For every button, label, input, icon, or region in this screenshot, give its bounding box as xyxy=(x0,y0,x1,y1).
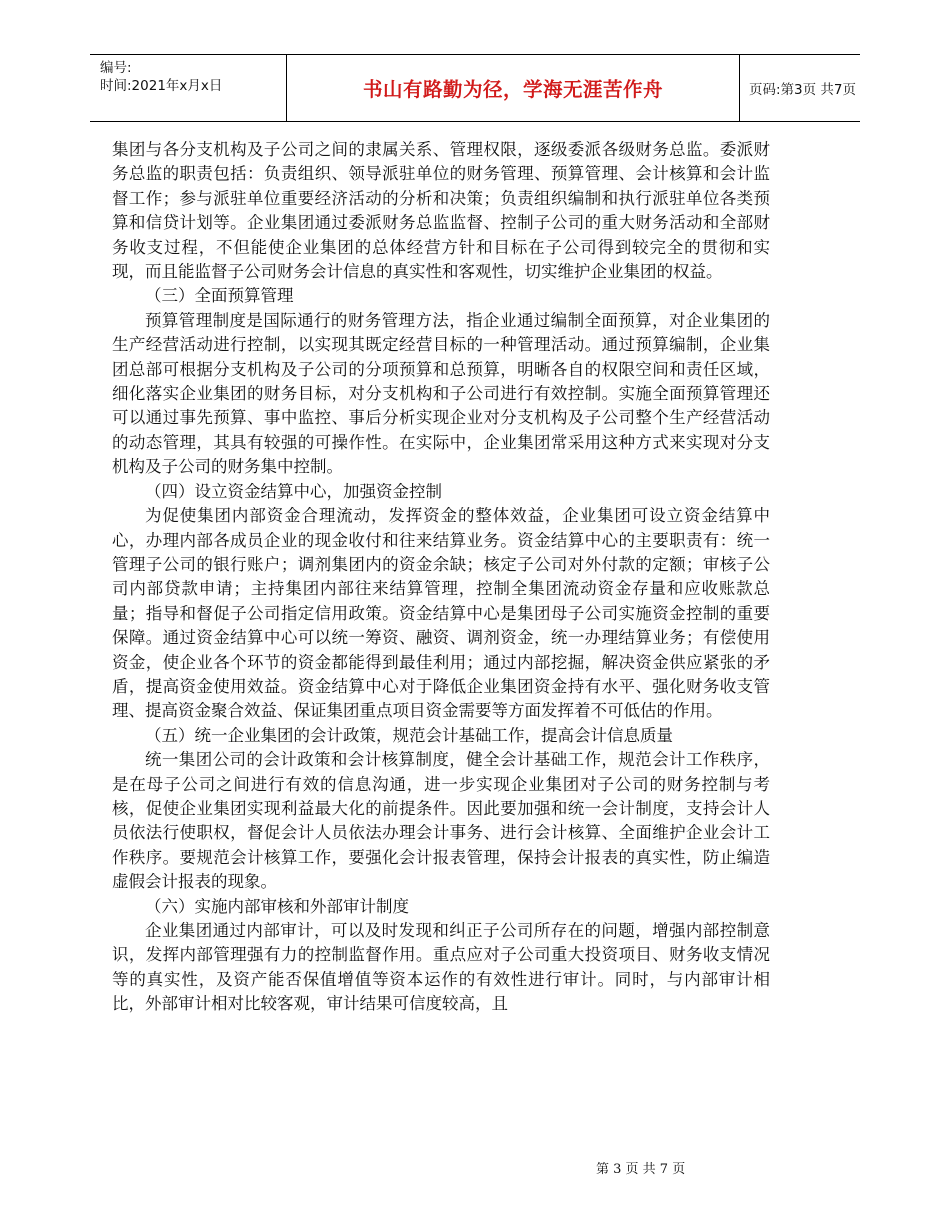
document-body xyxy=(112,138,770,1017)
paragraph-accounting-policy: 统一集团公司的会计政策和会计核算制度，健全会计基础工作，规范会计工作秩序，是在母子公司之间进行有效的信息沟通，进一步实现企业集团对子公司的财务控制与考核，促使企业集团实现利益最大化的前提条件。因此要加强和统一会计制度，支持会计人员依法行使职权，督促会计人员依法办理会计事务、进行会计核算、全面维护企业会计工作秩序。要规范会计核算工作，要强化会计报表管理，保持会计报表的真实性，防止编造虚假会计报表的现象。 xyxy=(112,750,770,892)
paragraph-financial-director: 集团与各分支机构及子公司之间的隶属关系、管理权限，逐级委派各级财务总监。委派财务总监的职责包括：负责组织、领导派驻单位的财务管理、预算管理、会计核算和会计监督工作；参与派驻单位重要经济活动的分析和决策；负责组织编制和执行派驻单位各类预算和信贷计划等。企业集团通过委派财务总监监督、控制子公司的重大财务活动和全部财务收支过程，不但能使企业集团的总体经营方针和目标在子公司得到较完全的贯彻和实现，而且能监督子公司财务会计信息的真实性和客观性，切实维护企业集团的权益。 xyxy=(112,140,770,282)
header-page-cell xyxy=(739,55,860,121)
section-heading-accounting-policy: （五）统一企业集团的会计政策，规范会计基础工作，提高会计信息质量 xyxy=(145,725,673,745)
paragraph-audit: 企业集团通过内部审计，可以及时发现和纠正子公司所存在的问题，增强内部控制意识，发挥内部管理强有力的控制监督作用。重点应对子公司重大投资项目、财务收支情况等的真实性，及资产能否保值增值等资本运作的有效性进行审计。同时，与内部审计相比，外部审计相对比较客观，审计结果可信度较高，且 xyxy=(112,921,770,1014)
section-heading-budget: （三）全面预算管理 xyxy=(145,286,294,306)
page-footer: 第 3 页 共 7 页 xyxy=(596,1162,686,1177)
document-number-label: 编号: xyxy=(100,60,132,76)
header-motto: 书山有路勤为径，学海无涯苦作舟 xyxy=(362,78,663,101)
header-page-code: 页码:第3页 共7页 xyxy=(749,82,857,98)
paragraph-budget: 预算管理制度是国际通行的财务管理方法，指企业通过编制全面预算，对企业集团的生产经营活动进行控制，以实现其既定经营目标的一种管理活动。通过预算编制，企业集团总部可根据分支机构及子公司的分项预算和总预算，明晰各自的权限空间和责任区域，细化落实企业集团的财务目标，对分支机构和子公司进行有效控制。实施全面预算管理还可以通过事先预算、事中监控、事后分析实现企业对分支机构及子公司整个生产经营活动的动态管理，其具有较强的可操作性。在实际中，企业集团常采用这种方式来实现对分支机构及子公司的财务集中控制。 xyxy=(112,310,770,477)
paragraph-settlement-center: 为促使集团内部资金合理流动，发挥资金的整体效益，企业集团可设立资金结算中心，办理内部各成员企业的现金收付和往来结算业务。资金结算中心的主要职责有：统一管理子公司的银行账户；调剂集团内的资金余缺；核定子公司对外付款的定额；审核子公司内部贷款申请；主持集团内部往来结算管理，控制全集团流动资金存量和应收账款总量；指导和督促子公司指定信用政策。资金结算中心是集团母子公司实施资金控制的重要保障。通过资金结算中心可以统一筹资、融资、调剂资金，统一办理结算业务；有偿使用资金，使企业各个环节的资金都能得到最佳利用；通过内部挖掘，解决资金供应紧张的矛盾，提高资金使用效益。资金结算中心对于降低企业集团资金持有水平、强化财务收支管理、提高资金聚合效益、保证集团重点项目资金需要等方面发挥着不可低估的作用。 xyxy=(112,506,770,721)
section-heading-audit: （六）实施内部审核和外部审计制度 xyxy=(145,896,409,916)
section-heading-settlement-center: （四）设立资金结算中心，加强资金控制 xyxy=(145,481,442,501)
header-motto-cell xyxy=(286,55,740,121)
page-header xyxy=(90,54,860,122)
header-meta xyxy=(90,55,286,121)
document-time-label: 时间:2021年x月x日 xyxy=(100,78,223,94)
